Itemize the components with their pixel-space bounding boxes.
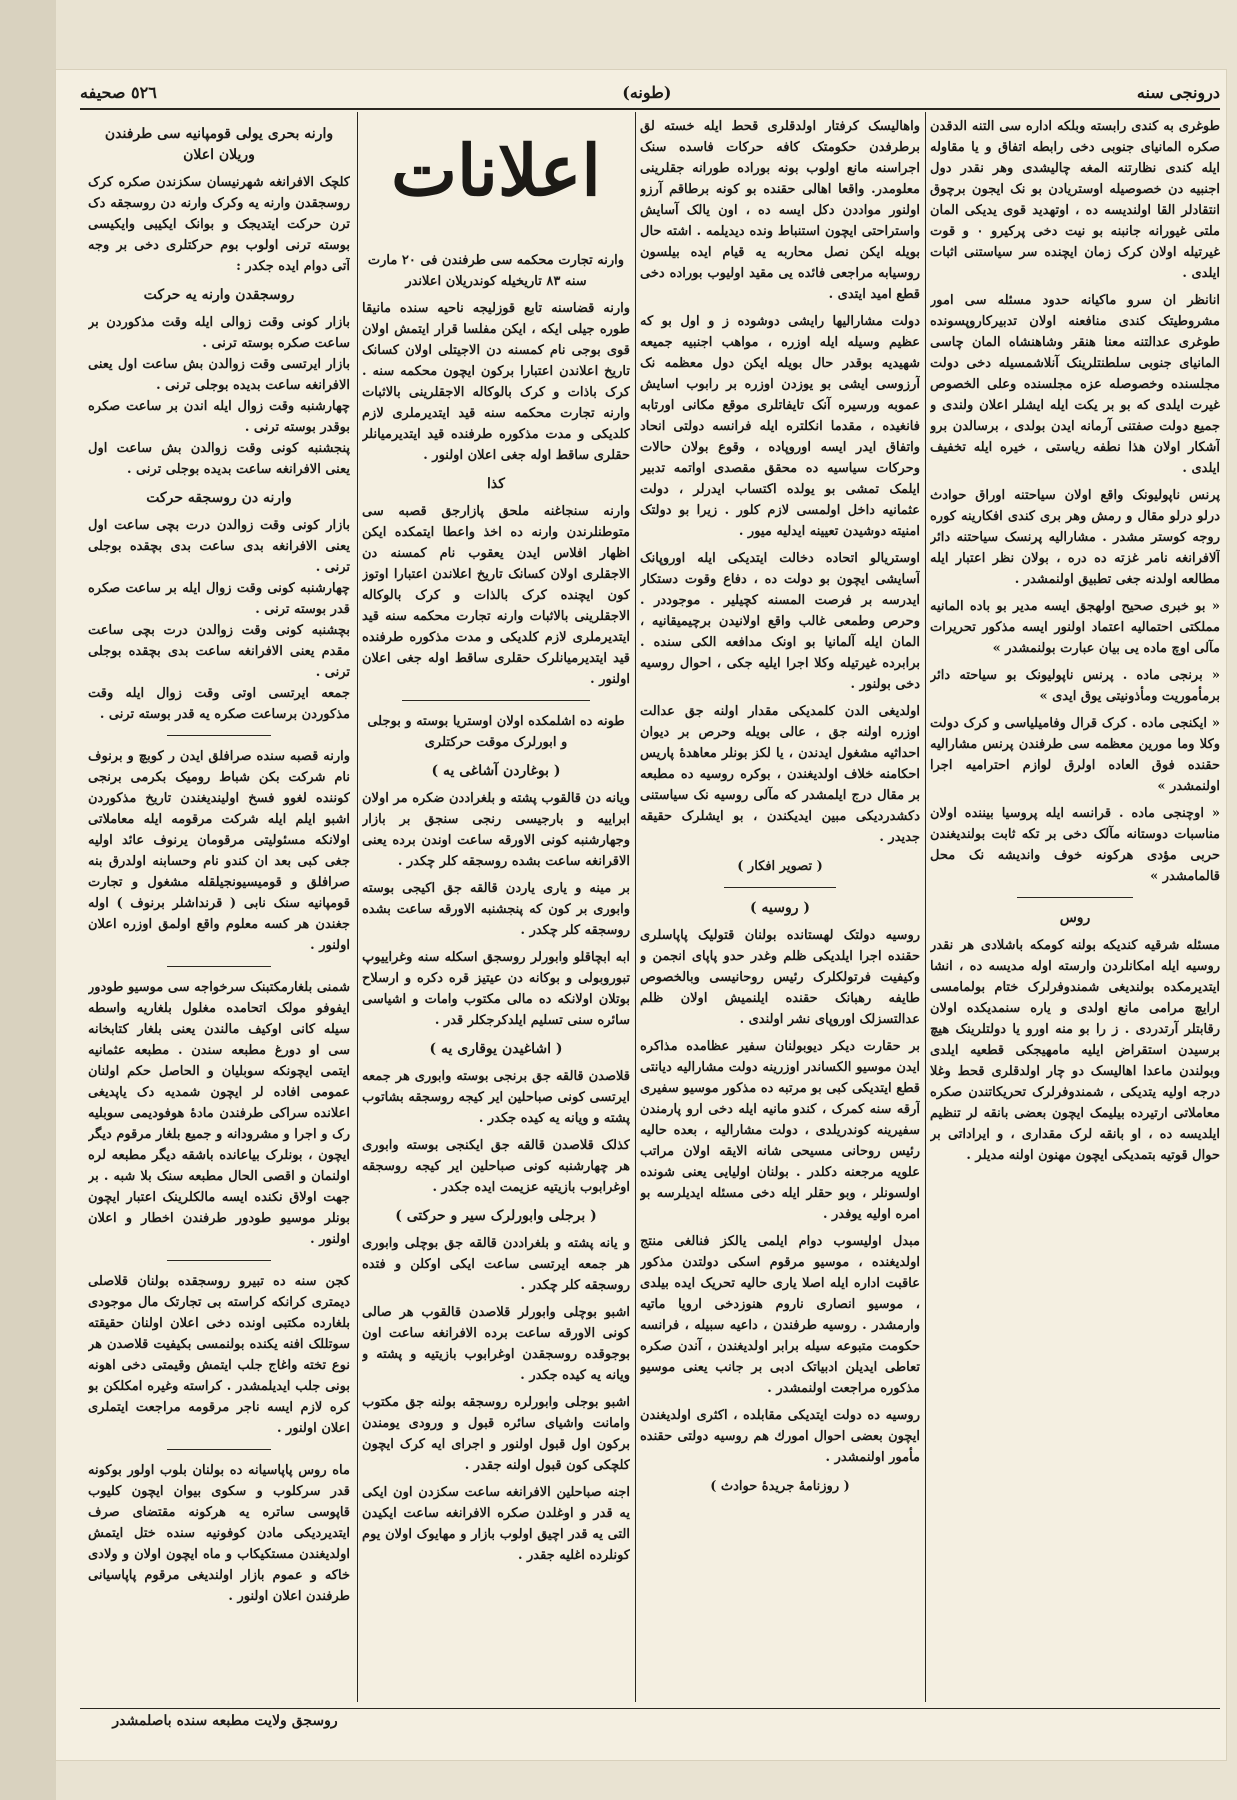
section-heading: روس <box>1059 910 1091 926</box>
schedule-subheading: وارنه دن روسجقه حرکت <box>146 490 292 506</box>
schedule-line: چهارشنبه کونی وقت زوال ایله بر ساعت صکره قدر بوسته ترنی . <box>88 581 350 617</box>
list-item: « ایکنجی ماده . کرک قرال وفامیلیاسی و کرک دولت وکلا وما مورین معظمه سی طرفندن پرنس مشارالیه حقنده فوق العاده اولرق لوازم احترامیه اجرا اولنمشدر » <box>930 716 1220 794</box>
article-paragraph: دولت مشارالیها رایشی دوشوده ز و اول بو که عظیم وسیله ایله اوزره ، مواهب اجنبیه جمیعه شهیدیه بوقدر حال بویله ایکن دول معظمه نک آرزوسی ایشی بو یوزدن اوزره بر رابوب اسایش عموبه ورسیره آنک تایفاتلری موقع مکانی اورتابه فانغیده ، مقدما انکلتره ایله فرانسه دولتی انحاد واتفاق ایدر ایسه اوروپاده ، وقوع بولان حالات وحرکات سیاسیه ده محقق مقصدی اواتمه تدبیر ایلمک تمشی بو یولده اکتساب ایدرلر ، دولت عثمانیه داخل اولمسی لازم کلور . زیرا بو دولتک امنیته دوشیدن تعیینه ایدلیه میور . <box>640 314 920 539</box>
footer-rule <box>80 1708 1220 1709</box>
schedule-paragraph: اشبو بوچلی وابورلر قلاصدن قالقوب هر صالی کونی الاورقه ساعت برده الافرانغه ساعت اون بوجوقده روسجقدن اوغرابوب بازیتیه و پشته و ویانه یه کیده جکدر . <box>362 1305 630 1383</box>
article-paragraph: بر حقارت دیکر دیوبولنان سفیر عظامده مذاکره ایدن موسیو الکساندر اوزرینه دولت مشارالیه دیانتی قطع ایتدیکی کبی بو مرتبه ده مذکور موسیو سفیری آرقه سنه کمرک ، کندو مانیه ایله دخی ارو پارمندن سفیرینه کوندریلدی ، دولت مشارالیه ، بعده حالیه رئیس روحانی مسیحی شانه الایقه اولان مراتب علویه مرجعنه دکلدر . بولنان اولیایی یعنی شونده اولسونلر ، وبو حقلر ایله دخی مسئله ایدیلرسه بو امره اولیه یوفدر . <box>640 1039 920 1222</box>
schedule-subheading: روسجقدن وارنه یه حرکت <box>143 287 295 303</box>
schedule-paragraph: کذلک قلاصدن قالقه جق ایکنجی بوسته وابوری هر چهارشنبه کونی صباحلین ایر کیجه روسجقه اوغرابوب بازیتیه عزیمت ایده جکدر . <box>362 1138 630 1195</box>
article-paragraph: مبدل اولیسوب دوام ایلمی یالکز فنالغی منتج اولدیغنده ، موسیو مرقوم اسکی دولتدن مذکور عاقبت اداره ایله اصلا یاری حالیه تحریک ایده بیلدی ، موسیو انصاری ناروم هنوزدخی ارویا ماتیه وارمشدر . روسیه طرفندن ، داعیه سبیله ، فرانسه حکومت متبوعه سیله برابر اولدیغندن ، آندن صکره تعاطی ایدیلن ادبیاتک ادبی بر جانب یعنی موسیو مذکوره مراجعت اولنمشدر . <box>640 1234 920 1396</box>
notice-paragraph: ماه روس پاپاسیانه ده بولنان بلوب اولور بوکونه قدر سرکلوب و سکوی بیوان ایچون کلیوب قاپوسی ساتره یه هرکونه مقتضای صرف ایتدیردیکی مادن کوفونیه سنده ختل ایتمش اولدیغندن مستکیکاب و ماه ایچون اولان و ولادی خاکه و عموم بازار اولندیغی مرقوم پاپاسیانی طرفندن اعلان اولنور . <box>88 1463 350 1604</box>
schedule-paragraph: اجنه صباحلین الافرانغه ساعت سکزدن اون ایکی یه قدر و اوغلدن صکره الافرانغه ساعت ایکیدن التی یه قدر اچیق اولوب بازار و مهایوک اولان یوم کونلرده اغلیه جقدر . <box>362 1485 630 1563</box>
article-paragraph: روسیه دولتک لهستانده بولنان قتولیک پاپاسلری حقنده اجرا ایلدیکی ظلم وغدر حدو پاپای انجمن و وکیفیت فرتولکلرک رئیس روحانیسی وبالخصوص طایفه رهبانک حقنده ایلنمیش اولان ظلم عدالتسزلک اوروپای نشر اولندی . <box>640 928 920 1027</box>
header-paper-name: (طونه) <box>622 82 672 102</box>
schedule-paragraph: ابه ابچاقلو وابورلر روسجق اسکله سنه وغراییوپ تبوروبولی و بوکانه دن عیتیز قره دکره و ارسلاح بوتلان اولانکه ده مالی مکتوب وامات و اشیاسی سائره سنی تسلیم ایلدکرجکلر قدر . <box>362 950 630 1028</box>
article-paragraph: اوستریالو اتحاده دخالت ایتدیکی ایله اوروپانک آسایشی ایچون بو دولت ده ، دفاع وقوت دستکار ایدرسه بر فرصت المسنه کچیلیر . موجوددر . وحرص وطمعی غالب واقع اولانیدن برچیمیقانیه ، المان ایله آلمانیا بو اونک مدافعه الکی سنده . برابرده غیرتیله وکلا اجرا ایلیه جکی ، احوال روسیه دخی بولنور . <box>640 551 920 692</box>
quoted-paragraph: « بو خبری صحیح اولهجق ایسه مدیر بو باده المانیه مملکتی احتمالیه اعتماد اولنور ایسه مذکور تحریرات مآلی اوچ ماده یی بیان عبارت بولنمشدر » <box>930 599 1220 656</box>
column-1 <box>930 116 1220 1696</box>
article-source: ( روزنامۀ جریدۀ حوادث ) <box>710 1479 850 1494</box>
notice-heading: وارنه تجارت محکمه سی طرفندن فی ٢٠ مارت سنه ٨٣ تاریخیله کوندریلان اعلاندر <box>367 253 625 289</box>
notice-paragraph: شمنی بلغارمکتبنک سرخواجه سی موسیو طودور ایفوفو مولک اتحامده مغلول بلغاریه واسطه سیله کانی اوکیف مالندن یعنی بلغار کتابخانه سی او دورغ مطبعه سندن . مطبعه عثمانیه ایتمی ایچونکه سوبلیان و الحاصل حکم اولنان عمومی افاده لر ایچون شمدیه دک یاپدیغی اعلانده سراکی طرفندن مادۀ هوفودیمی سوبلیه رک و اجرا و مشرودانه و جمیع بلغار مرقوم دیگر ایچون ، بونلرک بیاعانده باشقه دیگر مطبعه لره اولنمان و اقصی الحال مطبعه سنک بلا شبه . بر جهت اولاق نکنده ایسه مالکلرینک اعتبار ایچون بونلر موسیو طودور طرفندن اخطار و اعلان اولنور . <box>88 980 350 1247</box>
article-paragraph: طوغری به کندی رابسته وبلکه اداره سی التنه الدقدن صکره المانیای جنوبی دخی رابطه اتفاق و یا مقاوله ایله کندی نظارتنه المغه چالیشدی وهر نقدر دول اجنبیه دن خصوصیله اوستریادن بو نک ایجون برچوق انتقادلر القا اولندیسه ده ، اوتهدید قوی یدیکی المان ملتی غیورانه جانبنه بو نیت دخی پرکیرو ۰ و قوت غیرتیله اولان کرک زمان ایچنده سر سیاستنی اثبات ایلدی . <box>930 119 1220 281</box>
notice-heading: وارنه بحری یولی قومپانیه سی طرفندن وریلان اعلان <box>104 126 334 163</box>
schedule-line: چهارشنبه وقت زوال ایله اندن بر ساعت صکره بوقدر بوسته ترنی . <box>88 399 350 435</box>
schedule-line: بچشنبه کونی وقت زوالدن درت بچی ساعت مقدم یعنی الافرانغه ساعت بدی بچقده بوجلی ترنی . <box>88 623 350 680</box>
article-paragraph: واهالیسک کرفتار اولدقلری قحط ایله خسته لق برطرفدن حکومتک کافه حرکات فاسده سنک اجراسنه مانع اولوب بونه بوراده طورانه جقلرینی معلومدر. واقعا اهالی حقنده بو کونه برطاقم آرزو اولنور مواددن دکل ایسه ده ، اون یالک آسایش واستراحتی ایچون استنباط ونده دیدیلمه . اشته حال بویله ایکن نصل محاربه یه قیام ایده بیلسون روسیابه مراجعی فائده یی مقید اولیوب بوراده دخی قطع امید ایتدی . <box>640 119 920 302</box>
section-divider <box>167 1449 272 1450</box>
notice-paragraph: وارنه قصبه سنده صرافلق ایدن ر کوبچ و برنوف نام شرکت بکن شباط رومیک بکرمی برنجی کوننده لغوو فسخ اولیندیغندن تاریخ مذکوردن اشبو ایلم ایله شرکت مرقومه ایله معاملاتی اولانکه مسئولیتی مرقومان یرنوف عائد اولیه جغی کبی بعد ان کندو نام وحسابنه اولدرق بنه صرافلق و قومیسیونجیلقله مشغول و تجارت قومپانیه سنک نابی ( قرنداشلر برنوف ) اوله جغندن هر کسه معلوم واقع اولمق اوزره اعلان اولنور . <box>88 749 350 953</box>
article-source: ( تصویر افکار ) <box>737 859 823 874</box>
schedule-subheading: ( بوغاردن آشاغی یه ) <box>431 763 561 779</box>
column-2 <box>640 116 920 1696</box>
column-4 <box>88 116 350 1696</box>
section-divider <box>167 966 272 967</box>
header-rule <box>80 108 1220 110</box>
section-heading: ( روسیه ) <box>750 900 810 916</box>
column-divider <box>357 112 358 1702</box>
article-paragraph: مسئله شرقیه کندیکه بولنه کومکه باشلادی هر نقدر روسیه ایله امکانلردن وارسته اوله مدیسه ده ، انشا ایتدیرمکده بولندیغی شمندوفرلرک ختام بولمامسی ارایچ مرامی مانع اولدی و یاره سنمدیکده اولان رقابتلر آرتدردی . ز را بو منه اورو یا دولتلرینک هیچ برسیدن استقراض ایلیه مامهیجکی قطعیه ایلدی وبولندن ماعدا اهالیسک دو چار اولدقلری قحط وغلا درجه اولیه یتدیکی ، شمندوفرلرک تحریکاتندن صکره معاملاتی ارتیرده بیلیمک ایچون بعضی بانقه لر تنظیم ایلدیسه ده ، او بانقه لرک مقداری ، و ایراداتی بر حوال قوتیه بتمدیکی ایچون مهنون اولنه مدیلر . <box>930 938 1220 1163</box>
article-paragraph: روسیه ده دولت ایتدیکی مقابلده ، اکثری اولدیغندن ایچون بعضی احوال امورك هم روسیه دولتی حقنده مأمور اولنمشدر . <box>640 1408 920 1465</box>
printer-imprint: روسجق ولایت مطبعه سنده باصلمشدر <box>112 1713 338 1729</box>
header-page-number: ٥٢٦ صحیفه <box>80 82 157 102</box>
section-divider <box>167 1260 272 1261</box>
schedule-heading: طونه ده اشلمکده اولان اوستریا بوسته و بوجلی و ابورلرک موقت حرکتلری <box>367 714 625 750</box>
schedule-line: بازار ایرتسی وقت زوالدن بش ساعت اول یعنی الافرانغه ساعت بدیده بوجلی ترنی . <box>88 357 350 393</box>
schedule-subheading: ( اشاغیدن یوقاری یه ) <box>429 1041 563 1057</box>
list-item: « برنجی ماده . پرنس ناپولیونک بو سیاحته دائر برمأموریت ومأذونیتی یوق ایدی » <box>930 668 1220 704</box>
notice-paragraph: کلچک الافرانغه شهرنیسان سکزندن صکره کرک روسجقدن وارنه یه وکرک وارنه دن روسجقه دک ترن حرکت ایتدیجک و بوانک ایکیبی وایکیسی بوسته ترنی اولوب بوم حرکتلری دخی بر وجه آتی دوام ایده جکدر : <box>88 175 350 274</box>
notice-paragraph: کجن سنه ده تبیرو روسجقده بولنان قلاصلی دیمتری کرانکه کراسته بی تجارتک مال موجودی بلغارده مکتبی اونده دخی اعلان اولنان حقیقته سوتللک افنه یکنده بولنمسی بکیفیت قلاصدن هر نوع تخته واغاج جلب ایتمش وقیمتی دخی اهونه بونی جلب ایدیلمشدر . کراسته وغیره امکلکن بو کره لازم ایسه ناجر مرقومه مراجعت ایتملری اعلان اولنور . <box>88 1274 350 1436</box>
section-divider <box>167 735 272 736</box>
article-paragraph: انانظر ان سرو ماکیانه حدود مسئله سی امور مشروطیتک کندی منافعنه اولان تدبیرکاروپسونده طوغری عدالتنه معنا هنقر وشاهنشاه المان چاسی المانیای جنوبی سلطنتلرینک آنلاشمسیله دخی دولت مجلسنده وخصوصله عزه مجلسنده وعلی الخصوص غیرت ایلدی که بو بر یکت ایله ایشلر اعلان ولندی و جمیع دولت صفتنی آرمانه ایدن بولدی ، برسالدن برو آشکار اولان هذا نطفه ریاستی ، خیره ایله تخفیف ایلدی . <box>930 293 1220 476</box>
notice-paragraph: وارنه سنجاغنه ملحق پازارجق قصبه سی متوطنلرندن وارنه ده اخذ واعطا ایتمکده ایکن اظهار افلاس ایدن یعقوب نام کمسنه دن الاجقلری اولان کسانک تاریخ اعلاندن اعتبارا اوتوز کون ایچنده کرک بالذات و کرک بالوکاله الاجقلرینی بالاثبات وارنه تجارت محکمه سنه قید ایتدیرملری لازم کلدیکی و مدت مذکوره طرفنده قید ایتدیرمیانلرک حقلری ساقط اوله جغی اعلان اولنور . <box>362 504 630 687</box>
schedule-paragraph: قلاصدن قالقه جق برنجی بوسته وابوری هر جمعه ایرتسی کونی صباحلین ایر کیجه روسجقه بشاتوب پشته و ویانه یه کیده جکدر . <box>362 1069 630 1126</box>
schedule-line: پنجشنبه کونی وقت زوالدن بش ساعت اول یعنی الافرانغه ساعت بدیده بوجلی ترنی . <box>88 441 350 477</box>
section-divider <box>1017 897 1133 898</box>
column-divider <box>925 112 926 1702</box>
column-divider <box>635 112 636 1702</box>
section-divider <box>402 700 590 701</box>
notice-paragraph: وارنه قضاسنه تابع قوزلیجه ناحیه سنده مانیقا طوره جیلی ایکه ، ایکن مفلسا قرار ایتمش اولان قوی بوجی نام کمسنه دن الاجیتلی اولان کسانک تاریخ اعلاندن اعتبارا برکون ایچون محکمه سنه . کرک باذات و کرک بالوکاله الاجقلرینی بالاثبات وارنه تجارت محکمه سنه قید ایتدیرملری لازم کلدیکی و مدت مذکوره طرفنده قید ایتدیرمیانلر حقلری ساقط اوله جغی اعلان اولنور . <box>362 301 630 463</box>
list-item: « اوچنجی ماده . قرانسه ایله پروسیا بیننده اولان مناسبات دوستانه مآلک دخی بر تکه ثابت بولندیغندن حربی مؤدی هرکونه خوف واندیشه نک محل قالمامشدر » <box>930 806 1220 884</box>
schedule-line: بازار کونی وقت زوالی ایله وقت مذکوردن بر ساعت صکره بوسته ترنی . <box>88 315 350 351</box>
schedule-line: بازار کونی وقت زوالدن درت بچی ساعت اول یعنی الافرانغه بدی ساعت بدی بچقده بوجلی ترنی . <box>88 518 350 575</box>
header-year: درونجی سنه <box>1136 82 1220 102</box>
schedule-paragraph: ویانه دن قالقوب پشته و بلغراددن ضکره مر اولان ابراییه و بارجیسی رنجی سنجق بر بازار وجهارشنبه کونی الاورقه ساعت اوندن برده یعنی الاقرانغه ساعت بشده روسجقه کلر چکدر . <box>362 791 630 869</box>
schedule-line: جمعه ایرتسی اوتی وقت زوال ایله وقت مذکوردن برساعت صکره یه قدر بوسته ترنی . <box>88 686 350 722</box>
page-header <box>80 78 1220 106</box>
section-divider <box>724 887 836 888</box>
notice-heading: کذا <box>487 476 505 492</box>
binding-gutter <box>0 0 56 1800</box>
schedule-paragraph: و یانه پشته و بلغراددن قالقه جق بوچلی وابوری هر جمعه ایرتسی ساعت ایکی اوکلن و فتده روسجقه کلر چکدر . <box>362 1236 630 1293</box>
column-3 <box>362 116 630 1696</box>
article-paragraph: اولدیغی الدن کلمدیکی مقدار اولنه جق عدالت اوزره اولنه جق ، عالی بویله وحرص بر دیوان احداثیه مشغول ایدندن ، یا لکز بونلر معاهدۀ پاریس احکامنه خلاف اولدیغندن ، بوکره روسیه ده مطبعه بر مقال درج ایلمشدر که مآلی روسیه نک سیاستنی دکشدردیکی مبین ایدیکندن ، بو ایشلرک حقیقه جدیدر . <box>640 704 920 845</box>
schedule-subheading: ( برجلی وابورلرک سیر و حرکتی ) <box>395 1208 597 1224</box>
schedule-paragraph: اشبو بوجلی وابورلره روسجقه بولنه جق مکتوب وامانت واشیای سائره قبول و ورودی یومندن برکون اول قبول اولنور و اجرای ایه کرک ایچون کلچکی کون قبول اولنه جقدر . <box>362 1395 630 1473</box>
schedule-paragraph: بر مینه و یاری یاردن قالقه جق اکیجی بوسته وابوری بر کون که پنجشنبه الاورقه ساعت بشده روسجقه کلر چکدر . <box>362 881 630 938</box>
article-paragraph: پرنس ناپولیونک واقع اولان سیاحتنه اوراق حوادث درلو درلو مقال و رمش وهر بری کندی افکارینه کوره روجه کوستر مشدر . مشارالیه پرنسک سیاحتنه دائر آلافرانغه نامر غزته ده دره ، بولان نظر اعتبار ایله مطالعه اولدنه جغی تطبیق اولنمشدر . <box>930 488 1220 587</box>
announcements-title: اعلانات <box>391 129 601 212</box>
